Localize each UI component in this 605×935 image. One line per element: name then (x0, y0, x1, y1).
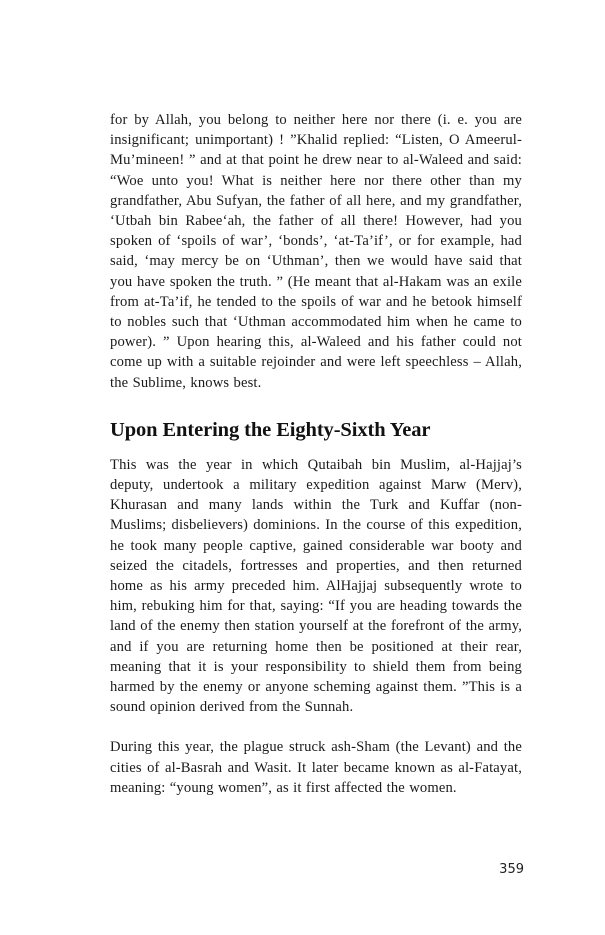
paragraph-plague: During this year, the plague struck ash-Sham (the Levant) and the cities of al-Basrah and Wasit. It later became known as al-Fatayat, meaning: “young women”, as it first affected the women. (110, 739, 522, 796)
section-heading: Upon Entering the Eighty-Sixth Year (110, 418, 431, 441)
paragraph-qutaibah-expedition: This was the year in which Qutaibah bin Muslim, al-Hajjaj’s deputy, undertook a military expedition against Marw (Merv), Khurasan and many lands within the Turk and Kuffar (non-Muslims; disbelievers) dominions. In the course of this expedition, he took many people captive, gained considerable war booty and seized the citadels, fortresses and properties, and then returned home as his army preceded him. AlHajjaj subsequently wrote to him, rebuking him for that, saying: “If you are heading towards the land of the enemy then station yourself at the forefront of the army, and if you are returning home then be positioned at their rear, meaning that it is your responsibility to shield them from being harmed by the enemy or anyone scheming against them. ”This is a sound opinion derived from the Sunnah. (110, 456, 522, 716)
page-body (110, 110, 522, 798)
paragraph-khalid-reply: for by Allah, you belong to neither here nor there (i. e. you are insignificant; unimportant) ! ”Khalid replied: “Listen, O Ameerul-Mu’mineen! ” and at that point he drew near to al-Waleed and said: “Woe unto you! What is neither here nor there other than my grandfather, Abu Sufyan, the father of all here, and my grandfather, ‘Utbah bin Rabee‘ah, the father of all there! However, had you spoken of ‘spoils of war’, ‘bonds’, ‘at-Ta’if’, or for example, had said, ‘may mercy be on ‘Uthman’, then we would have said that you have spoken the truth. ” (He meant that al-Hakam was an exile from at-Ta’if, he tended to the spoils of war and he betook himself to nobles such that ‘Uthman accommodated him when he came to power). ” Upon hearing this, al-Waleed and his father could not come up with a suitable rejoinder and were left speechless – Allah, the Sublime, knows best. (110, 112, 522, 391)
page-number: 359 (499, 862, 524, 877)
